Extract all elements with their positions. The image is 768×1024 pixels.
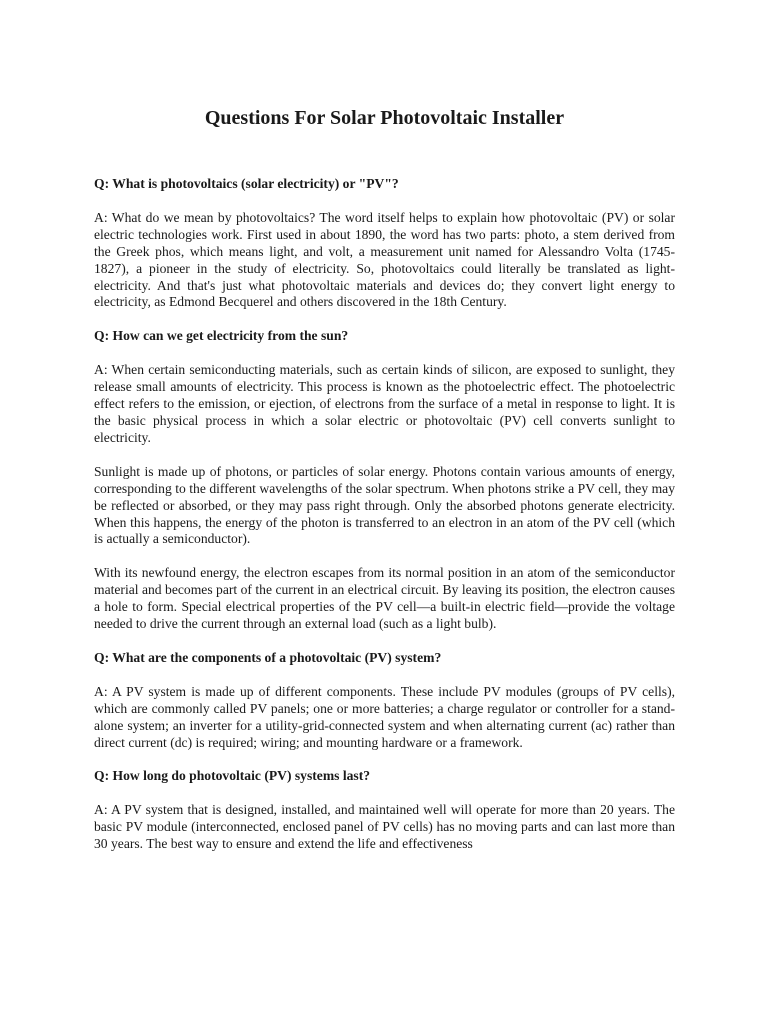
question-2: Q: How can we get electricity from the sun? bbox=[94, 328, 349, 344]
answer-2-paragraph-2: Sunlight is made up of photons, or particles of solar energy. Photons contain various amounts of energy, corresponding to the different wavelengths of the solar spectrum. When photons strike a PV cell, they may be reflected or absorbed, or they may pass right through. Only the absorbed photons generate electricity. When this happens, the energy of the photon is transferred to an electron in an atom of the PV cell (which is actually a semiconductor). bbox=[94, 463, 675, 547]
question-4: Q: How long do photovoltaic (PV) systems last? bbox=[94, 768, 371, 784]
answer-3: A: A PV system is made up of different components. These include PV modules (groups of PV cells), which are commonly called PV panels; one or more batteries; a charge regulator or controller for a stand-alone system; an inverter for a utility-grid-connected system and when alternating current (ac) rather than direct current (dc) is required; wiring; and mounting hardware or a framework. bbox=[94, 683, 675, 750]
question-1: Q: What is photovoltaics (solar electricity) or "PV"? bbox=[94, 176, 399, 191]
answer-1: A: What do we mean by photovoltaics? The word itself helps to explain how photovoltaic (PV) or solar electric technologies work. First used in about 1890, the word has two parts: photo, a stem derived from the Greek phos, which means light, and volt, a measurement unit named for Alessandro Volta (1745-1827), a pioneer in the study of electricity. So, photovoltaics could literally be translated as light-electricity. And that's just what photovoltaic materials and devices do; they convert light energy to electricity, as Edmond Becquerel and others discovered in the 18th Century. bbox=[94, 209, 675, 310]
question-3: Q: What are the components of a photovoltaic (PV) system? bbox=[94, 649, 442, 665]
answer-2-paragraph-3: With its newfound energy, the electron escapes from its normal position in an atom of the semiconductor material and becomes part of the current in an electrical circuit. By leaving its position, the electron causes a hole to form. Special electrical properties of the PV cell—a built-in electric field—provide the voltage needed to drive the current through an external load (such as a light bulb). bbox=[94, 565, 675, 632]
answer-2-paragraph-1: A: When certain semiconducting materials, such as certain kinds of silicon, are exposed to sunlight, they release small amounts of electricity. This process is known as the photoelectric effect. The photoelectric effect refers to the emission, or ejection, of electrons from the surface of a metal in response to light. It is the basic physical process in which a solar electric or photovoltaic (PV) cell converts sunlight to electricity. bbox=[94, 362, 675, 445]
page-title: Questions For Solar Photovoltaic Installer bbox=[204, 107, 565, 129]
answer-4: A: A PV system that is designed, installed, and maintained well will operate for more than 20 years. The basic PV module (interconnected, enclosed panel of PV cells) has no moving parts and can last more than 30 years. The best way to ensure and extend the life and effectiveness bbox=[94, 802, 675, 852]
